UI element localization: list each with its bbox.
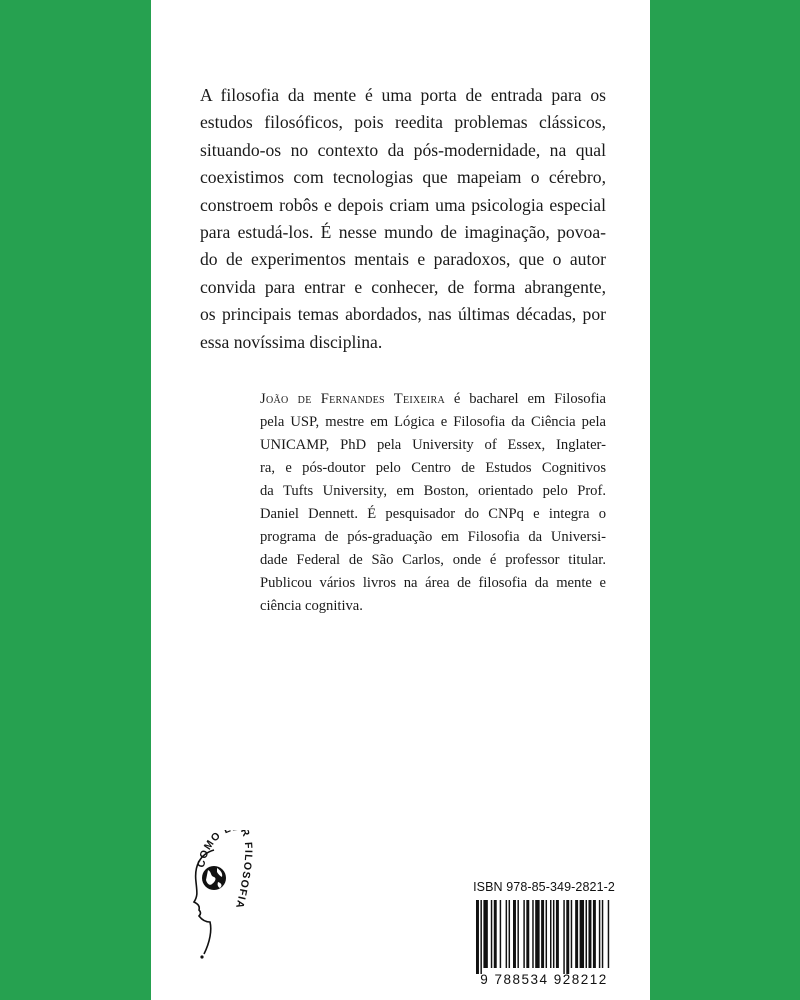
- barcode-bar: [513, 900, 516, 968]
- book-description: [200, 82, 606, 356]
- description-line: coexistimos com tecnologias que mapeiam o cérebro,: [200, 167, 606, 188]
- barcode-bar: [491, 900, 492, 968]
- bio-line: Daniel Dennett. É pesquisador do CNPq e integra o: [260, 506, 606, 522]
- bio-line: ra, e pós-doutor pelo Centro de Estudos Cognitivos: [260, 460, 606, 476]
- bio-line: Publicou vários livros na área de filosofia da mente e: [260, 575, 606, 591]
- barcode-bar: [535, 900, 539, 968]
- description-line: convida para entrar e conhecer, de forma abrangente,: [200, 276, 606, 297]
- barcode-bar: [563, 900, 564, 974]
- barcode-bar: [575, 900, 578, 968]
- author-name: João de Fernandes Teixeira: [260, 391, 446, 407]
- barcode-bar: [546, 900, 547, 968]
- description-line: para estudá-los. É nesse mundo de imaginação, povoa-: [200, 222, 606, 243]
- bio-first-line-rest: é bacharel em Filosofia: [445, 391, 606, 407]
- right-green-band: [650, 0, 800, 1000]
- barcode-bar: [602, 900, 603, 968]
- barcode-bar: [494, 900, 497, 968]
- description-line: essa novíssima disciplina.: [200, 331, 383, 352]
- bio-line: pela USP, mestre em Lógica e Filosofia da Ciência pela: [260, 414, 606, 430]
- barcode-bar: [532, 900, 533, 968]
- barcode-bar: [483, 900, 487, 968]
- barcode-bar: [523, 900, 524, 968]
- barcode-bar: [509, 900, 510, 968]
- svg-text:COMO LER FILOSOFIA: [195, 830, 254, 910]
- globe-head-icon: [188, 830, 278, 960]
- bio-line: da Tufts University, em Boston, orientado pelo Prof.: [260, 483, 606, 499]
- barcode-bar: [526, 900, 529, 968]
- bio-line: programa de pós-graduação em Filosofia da Universi-: [260, 529, 606, 545]
- isbn-label: ISBN 978-85-349-2821-2: [473, 880, 615, 894]
- description-line: A filosofia da mente é uma porta de entrada para os: [200, 85, 606, 105]
- barcode-bar: [541, 900, 544, 968]
- description-line: do de experimentos mentais e paradoxos, que o autor: [200, 249, 606, 270]
- bio-line: ciência cognitiva.: [260, 598, 363, 614]
- description-line: situando-os no contexto da pós-modernidade, na qual: [200, 139, 606, 160]
- barcode-bar: [517, 900, 518, 968]
- barcode-bar: [506, 900, 507, 968]
- bio-first-line: [260, 388, 606, 411]
- bio-line: UNICAMP, PhD pela University of Essex, Inglater-: [260, 437, 606, 453]
- barcode-bar: [599, 900, 600, 968]
- barcode-bar: [571, 900, 572, 968]
- barcode-bar: [580, 900, 584, 968]
- barcode-bar: [608, 900, 609, 968]
- barcode-bar: [556, 900, 559, 968]
- description-line: constroem robôs e depois criam uma psicologia especial: [200, 194, 606, 215]
- description-line: estudos filosóficos, pois reedita problemas clássicos,: [200, 112, 606, 133]
- barcode-bar: [553, 900, 554, 968]
- series-logo-text: COMO R FILOSOFIA: [195, 830, 255, 911]
- author-bio: [260, 388, 606, 618]
- barcode-bar: [586, 900, 587, 968]
- barcode-bar: [588, 900, 591, 968]
- barcode-bar: [550, 900, 551, 968]
- barcode-bar: [593, 900, 596, 968]
- description-line: os principais temas abordados, nas últimas décadas, por: [200, 304, 606, 325]
- barcode-digits: 9 788534 928212: [480, 972, 608, 987]
- series-logo: [188, 830, 278, 960]
- bio-line: dade Federal de São Carlos, onde é professor titular.: [260, 552, 606, 568]
- left-green-band: [0, 0, 151, 1000]
- barcode-bar: [476, 900, 479, 974]
- barcode-bar: [480, 900, 481, 974]
- isbn-barcode-block: [470, 880, 618, 992]
- barcode-bar: [500, 900, 501, 968]
- barcode-bar: [566, 900, 569, 974]
- barcode-image: [470, 900, 618, 974]
